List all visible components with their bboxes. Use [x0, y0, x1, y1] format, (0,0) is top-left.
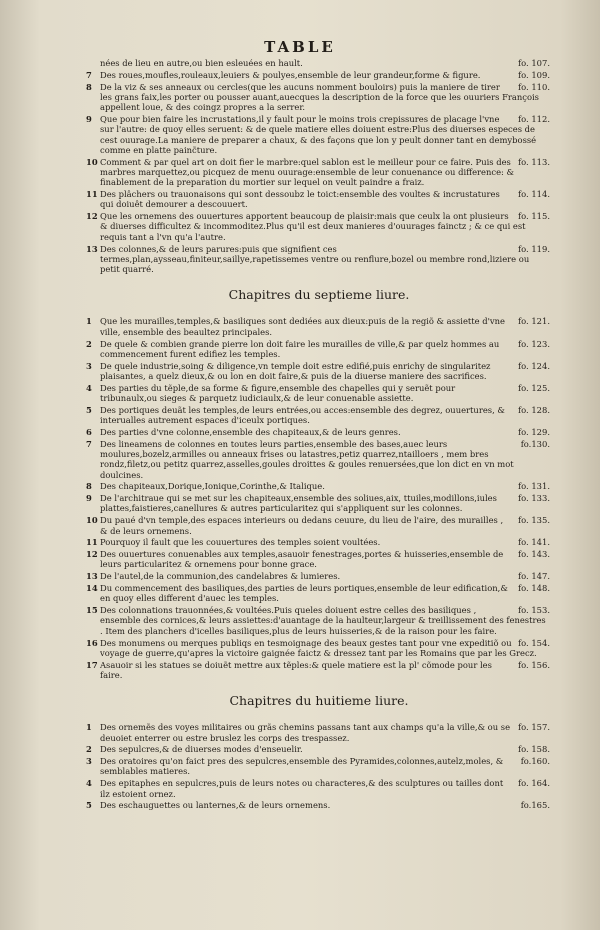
- entry-number: 14: [86, 583, 98, 594]
- entry-text: Des chapiteaux,Dorique,Ionique,Corinthe,& Italique.: [100, 481, 325, 492]
- toc-entry: [88, 605, 550, 636]
- folio-reference: fo.130.: [520, 438, 550, 449]
- folio-reference: fo. 112.: [518, 113, 550, 124]
- folio-reference: fo. 119.: [518, 243, 550, 254]
- entry-text: Des parties du tẽple,de sa forme & figure,ensemble des chapelles qui y seruẽt pour tribunaulx,ou sieges & parquetz iudiciaulx,& de leur conuenable assiette.: [100, 382, 456, 404]
- entry-text: Des sepulcres,& de diuerses modes d'enseuelir.: [100, 744, 303, 755]
- toc-entry: [88, 211, 550, 242]
- chapter7-entries: [88, 316, 550, 680]
- folio-reference: fo. 143.: [518, 549, 550, 560]
- folio-reference: fo. 131.: [518, 481, 550, 492]
- entry-text: Des plâchers ou trauonaisons qui sont dessoubz le toict:ensemble des voultes & incrustatures qui doiuêt demourer a descouuert.: [100, 189, 500, 210]
- entry-number: 12: [86, 211, 98, 222]
- folio-reference: fo. 154.: [518, 637, 550, 648]
- entry-number: 7: [86, 438, 92, 449]
- folio-reference: fo. 156.: [518, 659, 550, 670]
- entry-text: Des ouuertures conuenables aux temples,asauoir fenestrages,portes & huisseries,ensemble de leurs particularitez & ornemens pour bonne grace.: [100, 549, 504, 570]
- entry-number: 3: [86, 756, 92, 767]
- entry-number: 9: [86, 113, 92, 124]
- toc-entry: [88, 515, 550, 536]
- entry-number: 1: [86, 316, 92, 327]
- toc-entry: [88, 361, 550, 382]
- toc-entry: [88, 549, 550, 570]
- toc-entry: [88, 157, 550, 188]
- toc-entry: [88, 244, 550, 275]
- entry-text: Que les ornemens des ouuertures apportent beaucoup de plaisir:mais que ceulx la ont plusieurs & diuerses difficultez & incommoditez.Plus qu'il est deux manieres d'ouurages fainctz ; & ce qui est requis tant a l'vn qu'a l'autre.: [100, 211, 526, 242]
- toc-entry: [88, 316, 550, 337]
- folio-reference: fo. 135.: [518, 515, 550, 526]
- entry-number: 11: [86, 537, 98, 548]
- entry-text: De l'autel,de la communion,des candelabres & lumieres.: [100, 571, 341, 582]
- entry-number: 16: [86, 637, 98, 648]
- folio-reference: fo. 157.: [518, 722, 550, 733]
- folio-reference: fo. 158.: [518, 744, 550, 755]
- entry-text: Des parties d'vne colonne,ensemble des chapiteaux,& de leurs genres.: [100, 426, 401, 437]
- entry-number: 4: [86, 778, 92, 789]
- folio-reference: fo. 114.: [518, 189, 550, 200]
- entry-number: 2: [86, 744, 92, 755]
- entry-number: 3: [86, 360, 92, 371]
- entry-text: Des portiques deuãt les temples,de leurs entrées,ou acces:ensemble des degrez, ouuertures, & interualles autrement espaces d'iceulx portiques.: [100, 404, 505, 426]
- chapter7-title: Chapitres du septieme liure.: [228, 287, 410, 303]
- entry-text: Comment & par quel art on doit fier le marbre:quel sablon est le meilleur pour ce faire. Puis des marbres marquettez,ou picquez de menu ouurage:ensemble de leur conuenance ou difference: & finablement de la preparation du mortier sur lequel on veult paindre a fraiz.: [100, 156, 514, 188]
- entry-number: 8: [86, 81, 92, 92]
- toc-entry: [88, 439, 550, 480]
- folio-reference: fo. 148.: [518, 583, 550, 594]
- entry-text: Pourquoy il fault que les couuertures des temples soient voultées.: [100, 537, 381, 548]
- folio-reference: fo.165.: [520, 800, 550, 811]
- entry-number: 10: [86, 515, 98, 526]
- folio-reference: fo. 164.: [518, 778, 550, 789]
- entry-number: 13: [86, 571, 98, 582]
- toc-entry: [88, 339, 550, 360]
- toc-entry: [88, 70, 550, 80]
- entry-text: Que les murailles,temples,& basiliques sont dediées aux dieux:puis de la regiõ & assiette d'vne ville, ensemble des beaultez principales.: [100, 316, 505, 337]
- folio-reference: fo. 123.: [518, 338, 550, 349]
- folio-reference: fo. 147.: [518, 571, 550, 582]
- folio-reference: fo. 124.: [518, 360, 550, 371]
- entry-number: 6: [86, 426, 92, 437]
- entry-number: 2: [86, 338, 92, 349]
- folio-reference: fo. 110.: [518, 81, 550, 92]
- toc-entry: [88, 493, 550, 514]
- toc-entry: [88, 82, 550, 113]
- folio-reference: fo.160.: [520, 756, 550, 767]
- entry-number: 9: [86, 493, 92, 504]
- entry-text: De quele industrie,soing & diligence,vn temple doit estre edifié,puis enrichy de singularitez plaisantes, a quelz dieux,& ou lon en doit faire,& puis de la diuerse maniere des sacrifices.: [100, 360, 491, 381]
- toc-entry: [88, 427, 550, 437]
- toc-entry: [88, 481, 550, 491]
- folio-reference: fo. 129.: [518, 426, 550, 437]
- entry-text: Des eschauguettes ou lanternes,& de leurs ornemens.: [100, 800, 331, 811]
- entry-number: 15: [86, 605, 98, 616]
- entry-number: 4: [86, 382, 92, 393]
- toc-entry: [88, 189, 550, 210]
- entry-text: Des epitaphes en sepulcres,puis de leurs notes ou characteres,& des sculptures ou tailles dont ilz estoient ornez.: [100, 778, 504, 799]
- entry-number: 5: [86, 404, 92, 415]
- folio-reference: fo. 113.: [518, 156, 550, 167]
- entry-number: 10: [86, 156, 98, 167]
- toc-entry: [88, 722, 550, 743]
- folio-reference: fo. 121.: [518, 316, 550, 327]
- entry-text: De l'architraue qui se met sur les chapiteaux,ensemble des soliues,aix, ttuiles,modillons,iules plattes,faistieres,canellures & autres particularitez qui s'appliquent sur les colonnes.: [100, 493, 497, 514]
- toc-entry: [88, 571, 550, 581]
- chapter8-title: Chapitres du huitieme liure.: [229, 693, 409, 709]
- toc-entry: [88, 114, 550, 155]
- toc-entry: [88, 638, 550, 659]
- entry-text: Des colonnations trauonnées,& voultées.Puis queles doiuent estre celles des basiliques , ensemble des cornices,& leurs assiettes:d'auantage de la haulteur,largeur & treillissement des fenestres . Item des planchers d'icelles basiliques,plus de leurs huisseries,& de la raison pour les faire.: [100, 605, 546, 636]
- entry-number: 17: [86, 659, 98, 670]
- chapter8-entries: [88, 722, 550, 810]
- folio-reference: fo. 128.: [518, 404, 550, 415]
- folio-reference: fo. 141.: [518, 537, 550, 548]
- folio-reference: fo. 107.: [518, 58, 550, 68]
- entry-text: nées de lieu en autre,ou bien esleuées en hault.: [100, 58, 303, 68]
- entry-number: 1: [86, 722, 92, 733]
- toc-entry: [88, 756, 550, 777]
- toc-entry: [88, 660, 550, 681]
- entry-number: 5: [86, 800, 92, 811]
- folio-reference: fo. 153.: [518, 605, 550, 616]
- toc-entry: [88, 405, 550, 426]
- entry-number: 11: [86, 189, 98, 200]
- toc-entry: [88, 58, 550, 68]
- folio-reference: fo. 133.: [518, 493, 550, 504]
- table-of-contents: [88, 58, 550, 812]
- entry-text: De la viz & ses anneaux ou cercles(que les aucuns nomment bouloirs) puis la maniere de tirer les grans faix,les porter ou pousser auant,auecques la description de la force que les ouuriers François appellent loue, & des coingz propres a la serrer.: [100, 81, 539, 113]
- folio-reference: fo. 115.: [518, 211, 550, 222]
- entry-number: 8: [86, 481, 92, 492]
- toc-entry: [88, 800, 550, 810]
- entry-text: Des monumens ou merques publiqs en tesmoignage des beaux gestes tant pour vne expeditiõ ou voyage de guerre,qu'apres la victoire gaignée faictz & dressez tant par les Romains que par les Grecz.: [100, 637, 537, 658]
- folio-reference: fo. 125.: [518, 382, 550, 393]
- toc-entry: [88, 583, 550, 604]
- entry-text: Des lineamens de colonnes en toutes leurs parties,ensemble des bases,auec leurs moulures,bozelz,armilles ou anneaux frises ou latastres,petiz quarrez,ntailloers , mem bres rondz,filetz,ou petitz quarrez,asselles,goules droittes & goules renuersées,que lon dict en vn mot doulcines.: [100, 438, 514, 480]
- entry-text: Des ornemẽs des voyes militaires ou grãs chemins passans tant aux champs qu'a la ville,& ou se deuoiet enterrer ou estre bruslez les corps des trespassez.: [100, 722, 511, 743]
- entry-text: Asauoir si les statues se doiuẽt mettre aux tẽples:& quele matiere est la pl' cõmode pour les faire.: [100, 659, 492, 680]
- entry-text: Des oratoires qu'on faict pres des sepulcres,ensemble des Pyramides,colonnes,autelz,moles, & semblables matieres.: [100, 756, 504, 777]
- intro-entries: [88, 58, 550, 274]
- entry-text: Du paué d'vn temple,des espaces interieurs ou dedans ceuure, du lieu de l'aire, des murailles , & de leurs ornemens.: [100, 515, 504, 536]
- entry-number: 13: [86, 243, 98, 254]
- entry-text: Des colonnes,& de leurs parures:puis que signifient ces termes,plan,aysseau,finiteur,saillye,rapetissemes ventre ou renflure,bozel ou membre rond,liziere ou petit quarré.: [100, 243, 530, 275]
- running-head: TABLE: [264, 38, 336, 56]
- toc-entry: [88, 778, 550, 799]
- folio-reference: fo. 109.: [518, 69, 550, 80]
- entry-number: 12: [86, 549, 98, 560]
- toc-entry: [88, 744, 550, 754]
- toc-entry: [88, 537, 550, 547]
- entry-text: Du commencement des basiliques,des parties de leurs portiques,ensemble de leur edification,& en quoy elles different d'auec les temples.: [100, 583, 508, 604]
- entry-text: Que pour bien faire les incrustations,il y fault pour le moins trois crepissures de placage l'vne sur l'autre: de quoy elles seruent: & de quele matiere elles doiuent estre:Plus des diuerses especes de cest ouurage.La maniere de preparer a chaux, & des façons que lon y peult donner tant en demybossé comme en platte painc̃ture.: [100, 113, 537, 155]
- entry-number: 7: [86, 69, 92, 80]
- entry-text: De quele & combien grande pierre lon doit faire les murailles de ville,& par quelz hommes au commencement furent edifiez les temples.: [100, 338, 500, 359]
- toc-entry: [88, 383, 550, 404]
- entry-text: Des roues,moufles,rouleaux,leuiers & poulyes,ensemble de leur grandeur,forme & figure.: [100, 69, 481, 80]
